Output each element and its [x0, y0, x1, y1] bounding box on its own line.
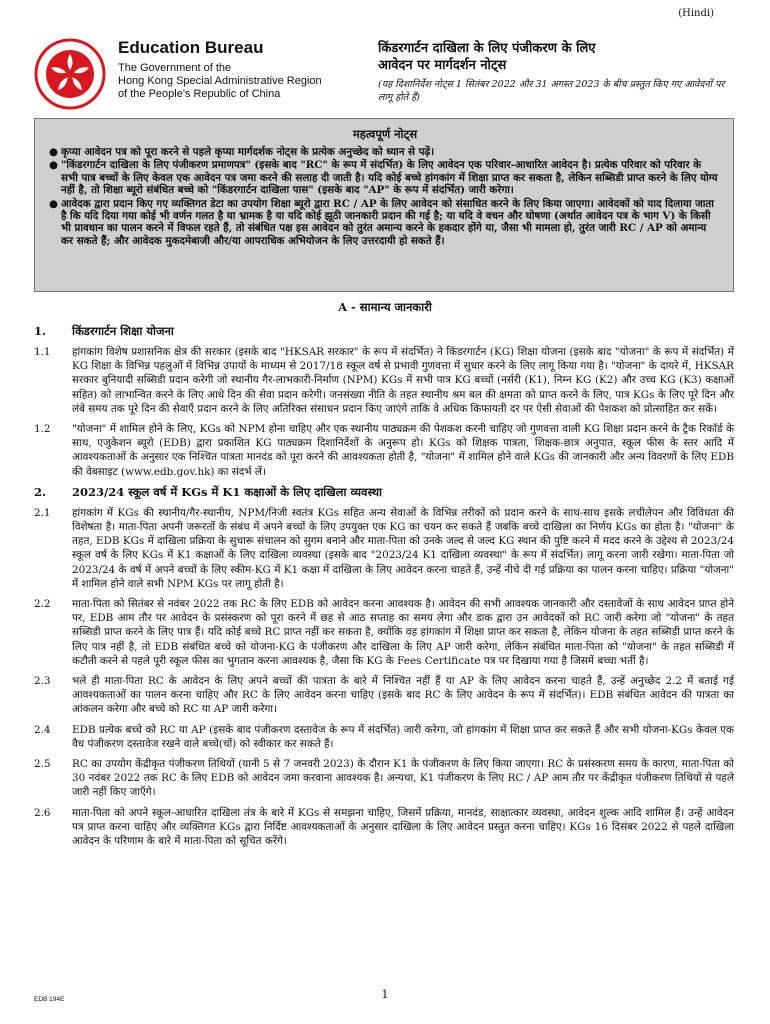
note-item: [49, 159, 721, 196]
note-text: कृप्या आवेदन पत्र को पूरा करने से पहले कृप्या मार्गदर्शक नोट्स के प्रत्येक अनुच्छेद को ध्यान से पढ़ें।: [61, 146, 435, 158]
paragraph-number: 2.4: [34, 723, 51, 736]
org-line: of the People's Republic of China: [118, 88, 281, 100]
paragraph-number: 2.1: [34, 506, 51, 519]
doc-title-line2: आवेदन पर मार्गदर्शन नोट्स: [378, 58, 507, 73]
doc-subtitle: (यह दिशानिर्देश नोट्स 1 सितंबर 2022 और 31 अगस्त 2023 के बीच प्रस्तुत किए गए आवेदनों पर लागू होते हैं): [378, 79, 725, 103]
paragraph-number: 2.6: [34, 806, 51, 819]
paragraph-text: "योजना" में शामिल होने के लिए, KGs को NPM होना चाहिए और एक स्थानीय पाठ्यक्रम की पेशकश करनी चाहिए जो गुणवत्ता वाली KG शिक्षा प्रदान करने के ट्रैक रिकॉर्ड के साथ, एजुकेशन ब्यूरो (EDB) द्वारा प्रकाशित KG पाठ्यक्रम दिशानिर्देशों के अनुरूप हो। KGs को शिक्षक पात्रता, शिक्षक-छात्र अनुपात, स्कूल फीस के स्तर आदि में आवश्यकताओं के अनुसार एक निश्चित पात्रता मानदंड को पूरा करने की आवश्यकता होती है, "योजना" में शामिल होने वाले KGs की जानकारी और अन्य विवरणों के लिए EDB की वेबसाइट (www.edb.gov.hk) का संदर्भ लें।: [72, 423, 734, 478]
bullet-icon: ●: [49, 159, 58, 172]
org-line: The Government of the: [118, 62, 232, 74]
section-number: 2.: [34, 484, 47, 499]
section-a-title: A - सामान्य जानकारी: [338, 300, 432, 314]
important-notes-box: [34, 118, 734, 292]
note-item: [49, 198, 721, 248]
paragraph-number: 2.2: [34, 598, 51, 611]
document-header: [378, 40, 738, 104]
paragraph-number: 1.2: [34, 423, 51, 436]
paragraph-number: 1.1: [34, 346, 51, 358]
paragraph: [34, 597, 734, 668]
main-content: [34, 318, 734, 854]
note-item: [49, 146, 721, 158]
paragraph-text: माता-पिता को सितंबर से नवंबर 2022 तक RC के लिए EDB को आवेदन करना आवश्यक है। आवेदन की सभी आवश्यक जानकारी और दस्तावेजों के साथ आवेदन प्राप्त होने पर, EDB आम तौर पर आवेदन के प्रसंस्करण को पूरा करने में छह से आठ सप्ताह का समय लेगा और डाक द्वारा उन आवेदकों को RC जारी करेगा जो "योजना" के तहत सब्सिडी प्राप्त करने के लिए पात्र हैं। यदि कोई बच्चे RC प्राप्त नहीं कर सकता है, क्योंकि वह हांगकांग में शिक्षा प्राप्त कर सकता है, लेकिन योजना के तहत सब्सिडी प्राप्त करने के लिए पात्र नहीं है, तो EDB संबंधित बच्चे को योजना-KG के पंजीकरण और दाखिला के लिए AP जारी करेगा, लेकिन संबंधित माता-पिता को "योजना" के तहत सब्सिडी में कटौती करने से पहले पूरी स्कूल फीस का भुगतान करना आवश्यक है, जैसा कि KG के Fees Certificate पत्र पर दिखाया गया है जिसमें बच्चा भर्ती है।: [72, 598, 734, 667]
organisation-block: [118, 38, 358, 101]
notes-title: महत्वपूर्ण नोट्स: [352, 127, 418, 141]
paragraph: [34, 345, 734, 416]
org-name: Education Bureau: [118, 38, 264, 57]
form-code: EDB 194E: [34, 996, 65, 1003]
section-title: किंडरगार्टन शिक्षा योजना: [72, 324, 174, 338]
page-number: 1: [381, 988, 389, 1001]
paragraph-text: माता-पिता को अपने स्कूल-आधारित दाखिला तंत्र के बारे में KGs से समझना चाहिए, जिसमें प्रक्रिया, मानदंड, साक्षात्कार व्यवस्था, आवेदन शुल्क आदि शामिल हैं। उन्हें आवेदन पत्र प्राप्त करना चाहिए और व्यक्तिगत KGs द्वारा निर्दिष्ट आवश्यकताओं के अनुसार दाखिला के लिए आवेदन प्रस्तुत करना चाहिए। KGs 16 दिसंबर 2022 से पहले दाखिला आवेदन के परिणाम के बारे में माता-पिता को सूचित करेंगे।: [72, 806, 734, 848]
paragraph: [34, 422, 734, 479]
section-heading: [34, 485, 734, 500]
bullet-icon: ●: [49, 197, 58, 210]
paragraph-text: RC का उपयोग केंद्रीकृत पंजीकरण तिथियों (यानी 5 से 7 जनवरी 2023) के दौरान K1 के पंजीकरण के लिए किया जाएगा। RC के प्रसंस्करण समय के कारण, माता-पिता को 30 नवंबर 2022 तक RC के लिए EDB को आवेदन जमा करवाना आवश्यक है। अन्यथा, K1 पंजीकरण के लिए RC / AP आम तौर पर केंद्रीकृत पंजीकरण तिथियों से पहले जारी नहीं किए जाएँगे।: [72, 758, 734, 799]
paragraph: [34, 674, 734, 717]
paragraph-number: 2.5: [34, 758, 51, 771]
note-text: आवेदक द्वारा प्रदान किए गए व्यक्तिगत डेटा का उपयोग शिक्षा ब्यूरो द्वारा RC / AP के लिए आवेदन को संसाधित करने के लिए किया जाएगा। आवेदकों को याद दिलाया जाता है कि यदि दिया गया कोई भी वर्णन गलत है या भ्रामक है या यदि कोई झूठी जानकारी प्रदान की गई है; या यदि वे वचन और घोषणा (अर्थात आवेदन पत्र के भाग V) के किसी भी प्रावधान का पालन करने में विफल रहते हैं, तो संबंधित पक्ष इस आवेदन को तुरंत अमान्य करने के हकदार होंगे या, जैसा भी मामला हो, तुरंत जारी RC / AP को अमान्य कर सकते हैं; और आवेदक मुकदमेबाजी और/या आपराधिक अभियोजन के लिए उत्तरदायी हो सकते हैं।: [61, 197, 714, 247]
paragraph-text: हांगकांग विशेष प्रशासनिक क्षेत्र की सरकार (इसके बाद "HKSAR सरकार" के रूप में संदर्भित) ने किंडरगार्टन (KG) शिक्षा योजना (इसके बाद "योजना" के रूप में संदर्भित) में KG शिक्षा के विभिन्न पहलुओं में विभिन्न उपायों के माध्यम से 2017/18 स्कूल वर्ष से प्रभावी गुणवत्ता में सुधार करने के लिए लागू किया गया है। "योजना" के दायरे में, HKSAR सरकार बुनियादी सब्सिडी प्रदान करेगी जो स्थानीय गैर-लाभकारी-निर्माण (NPM) KGs में सभी पात्र KG बच्चों (नर्सरी (K1), निम्न KG (K2) और उच्च KG (K3) कक्षाओं सहित) को लाभान्वित करने के लिए आधे दिन की सेवा प्रदान करेगी। जनसंख्या नीति के तहत स्थानीय श्रम बल की क्षमता को प्राप्त करने के लिए, पात्र KGs के लिए पूरे दिन और लंबे समय तक पूरे दिन की सेवाएँ प्रदान करने के लिए अतिरिक्त संसाधन प्रदान किए जाएंगे ताकि वे अधिक किफायती दर पर ऐसी सेवाओं की पेशकश को प्रोत्साहित कर सकें।: [72, 346, 734, 415]
section-number: 1.: [34, 324, 47, 338]
paragraph: [34, 806, 734, 849]
section-heading: [34, 324, 734, 339]
paragraph-text: EDB प्रत्येक बच्चे को RC या AP (इसके बाद पंजीकरण दस्तावेज के रूप में संदर्भित) जारी करेगा, जो हांगकांग में शिक्षा प्राप्त कर सकते हैं और सभी योजना-KGs केवल एक वैध पंजीकरण दस्तावेज रखने वाले बच्चे(चों) को स्वीकार कर सकते हैं।: [72, 723, 734, 750]
doc-title-line1: किंडरगार्टन दाखिला के लिए पंजीकरण के लिए: [378, 41, 596, 56]
paragraph: [34, 757, 734, 800]
bullet-icon: ●: [49, 146, 58, 158]
paragraph: [34, 506, 734, 591]
paragraph-number: 2.3: [34, 675, 51, 688]
note-text: "किंडरगार्टन दाखिला के लिए पंजीकरण प्रमाणपत्र" (इसके बाद "RC" के रूप में संदर्भित) के लिए आवेदन एक परिवार-आधारित आवेदन है। प्रत्येक परिवार को परिवार के सभी पात्र बच्चों के लिए केवल एक आवेदन पत्र जमा करने की सलाह दी जाती है। यदि कोई बच्चे हांगकांग में शिक्षा प्राप्त कर सकता है, लेकिन सब्सिडी प्राप्त करने के लिए योग्य नहीं है, तो शिक्षा ब्यूरो संबंधित बच्चे को "किंडरगार्टन दाखिला पास" (इसके बाद "AP" के रूप में संदर्भित) जारी करेगा।: [61, 159, 718, 197]
paragraph: [34, 723, 734, 751]
paragraph-text: हांगकांग में KGs की स्थानीय/गैर-स्थानीय, NPM/निजी स्वतंत्र KGs सहित अन्य सेवाओं के विभिन्न तरीकों को प्रदान करने के साथ-साथ इसके लचीलेपन और विविधता की विशेषता है। माता-पिता अपनी जरूरतों के संबंध में अपने बच्चों के लिए उपयुक्त एक KG का चयन कर सकते हैं जबकि बच्चे दाखिला का निर्णय KGs का होता है। "योजना" के तहत, EDB KGs में दाखिला प्रक्रिया के सुचारू संचालन को सुगम बनाने और माता-पिता को उनके जल्द से जल्द KG स्थान की पुष्टि करने में मदद करने के उद्देश्य से 2023/24 स्कूल वर्ष के लिए KGs में K1 कक्षाओं के लिए दाखिला व्यवस्था (इसके बाद "2023/24 K1 दाखिला व्यवस्था" के रूप में संदर्भित) लागू करना जारी रखेगा। माता-पिता जो 2023/24 के वर्ष में अपने बच्चों के लिए स्कीम-KG में K1 कक्षा में दाखिला के लिए आवेदन करना चाहते हैं, उन्हें नीचे दी गई प्रक्रिया का पालन करना चाहिए। प्रक्रिया "योजना" में शामिल होने वाले सभी NPM KGs पर लागू होती है।: [72, 506, 734, 590]
section-title: 2023/24 स्कूल वर्ष में KGs में K1 कक्षाओं के लिए दाखिला व्यवस्था: [72, 484, 383, 499]
language-tag: (Hindi): [678, 8, 714, 19]
org-line: Hong Kong Special Administrative Region: [118, 75, 322, 87]
paragraph-text: भले ही माता-पिता RC के आवेदन के लिए अपने बच्चों की पात्रता के बारे में निश्चित नहीं हैं या AP के लिए आवेदन करना चाहते हैं, उन्हें अनुच्छेद 2.2 में बताई गई आवश्यकताओं का पालन करना चाहिए और RC के लिए आवेदन करना चाहिए (इसके बाद RC के लिए आवेदन के रूप में संदर्भित)। EDB संबंधित आवेदन की पात्रता का आंकलन करेगा और बच्चे को RC या AP जारी करेगा।: [72, 675, 734, 716]
hksar-emblem-icon: [34, 38, 106, 110]
